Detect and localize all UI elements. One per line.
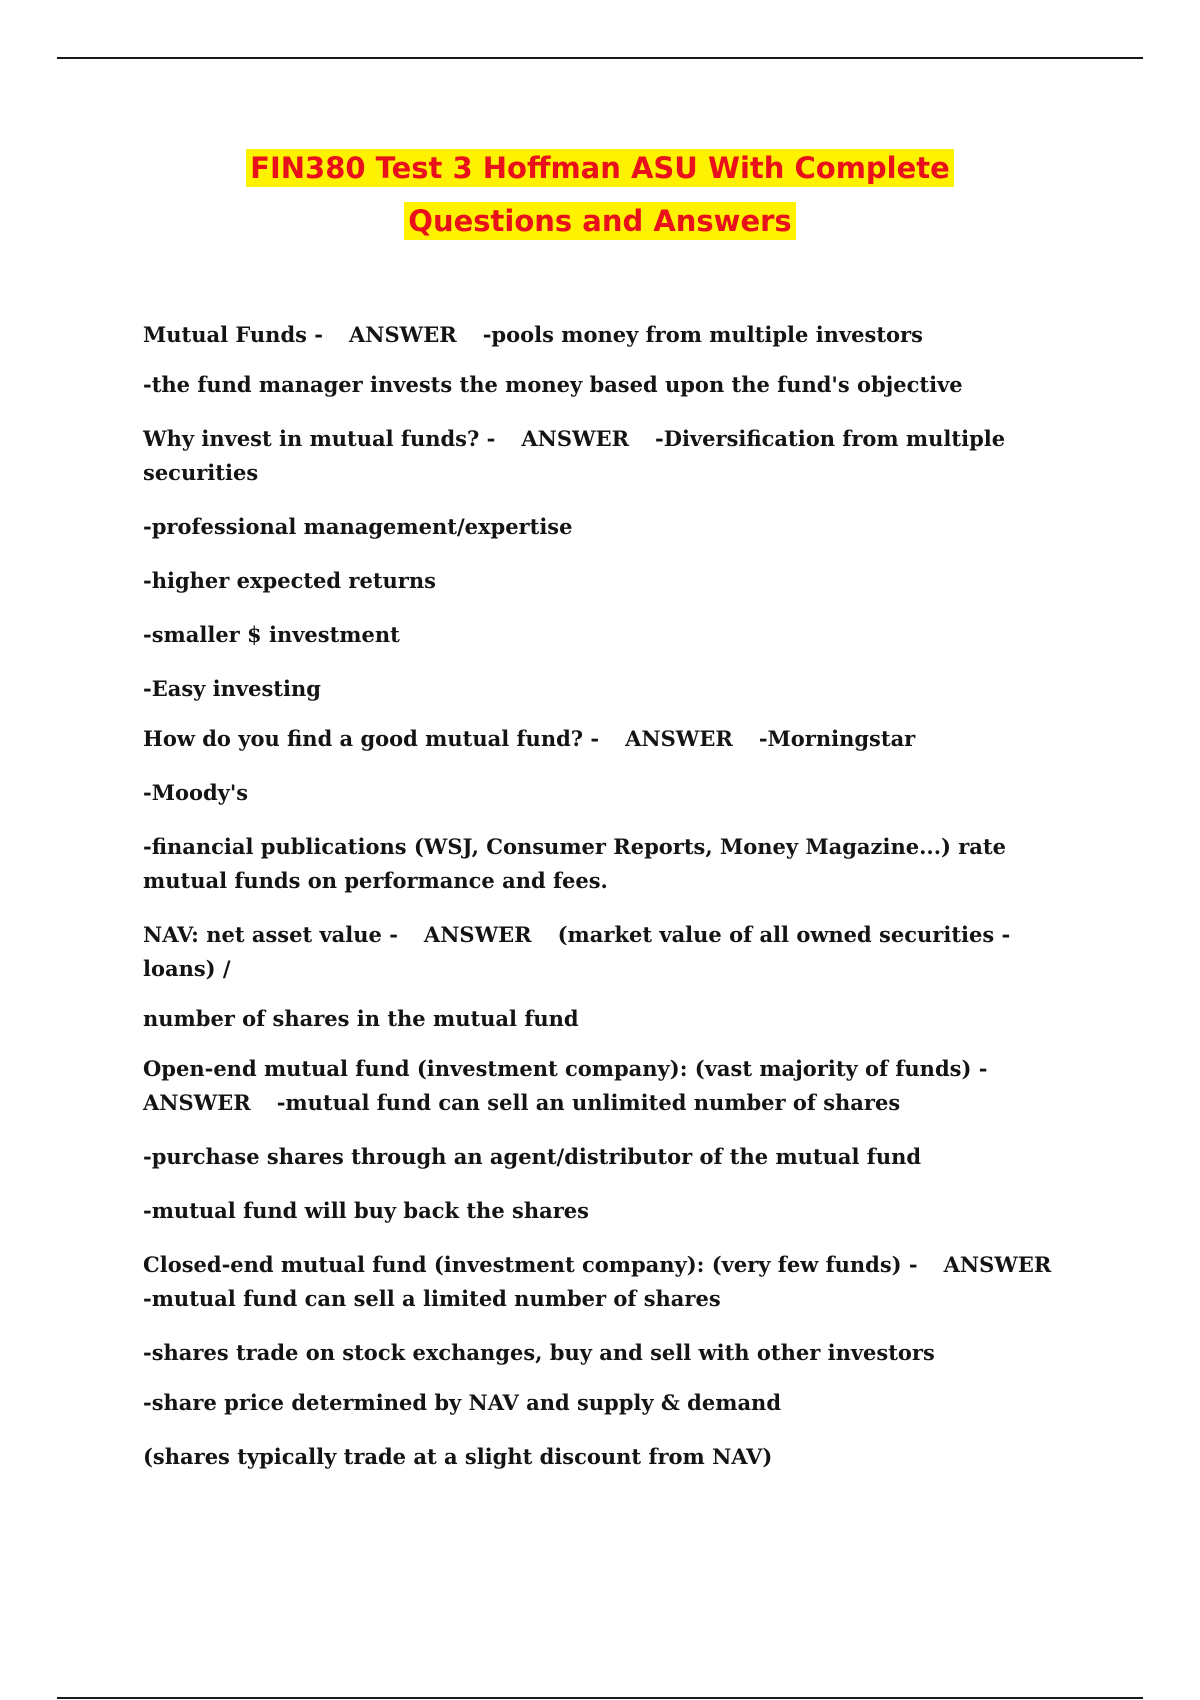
- answer-label: ANSWER: [143, 1090, 251, 1115]
- answer-line: -smaller $ investment: [143, 622, 400, 647]
- answer-line: -Moody's: [143, 780, 249, 805]
- answer-line: -shares trade on stock exchanges, buy and sell with other investors: [143, 1340, 935, 1365]
- qa-item-mutual-funds: [143, 318, 1083, 352]
- header-rule: [57, 57, 1143, 59]
- title-line-1: FIN380 Test 3 Hoffman ASU With Complete: [246, 149, 954, 187]
- answer-line: -financial publications (WSJ, Consumer Reports, Money Magazine...) rate mutual funds on performance and fees.: [143, 834, 1006, 893]
- answer: (market value of all owned securities - loans) /: [143, 922, 1011, 981]
- answer-label: ANSWER: [349, 322, 457, 347]
- answer: -mutual fund can sell an unlimited number of shares: [276, 1090, 901, 1115]
- qa-item-why-invest: [143, 422, 1083, 490]
- answer: -pools money from multiple investors: [482, 322, 923, 347]
- question: How do you find a good mutual fund? -: [143, 726, 600, 751]
- question: Why invest in mutual funds? -: [143, 426, 496, 451]
- answer-line: -share price determined by NAV and supply & demand: [143, 1390, 781, 1415]
- answer-label: ANSWER: [521, 426, 630, 451]
- qa-item-nav: [143, 918, 1083, 986]
- qa-item-closed-end: [143, 1248, 1083, 1316]
- answer-line: -mutual fund will buy back the shares: [143, 1198, 589, 1223]
- answer-label: ANSWER: [423, 922, 532, 947]
- answer: -Diversification from multiple securities: [143, 426, 1006, 485]
- qa-content: [143, 318, 1083, 1494]
- answer: -mutual fund can sell a limited number of shares: [143, 1286, 721, 1311]
- answer-line: -the fund manager invests the money based upon the fund's objective: [143, 372, 963, 397]
- answer-line: -professional management/expertise: [143, 514, 573, 539]
- page-title: [0, 142, 1200, 248]
- question: Open-end mutual fund (investment company): (vast majority of funds) -: [143, 1056, 988, 1081]
- answer-line: -Easy investing: [143, 676, 321, 701]
- question: Mutual Funds -: [143, 322, 323, 347]
- answer-label: ANSWER: [943, 1252, 1052, 1277]
- answer-line: number of shares in the mutual fund: [143, 1006, 579, 1031]
- answer-line: -purchase shares through an agent/distributor of the mutual fund: [143, 1144, 922, 1169]
- qa-item-open-end: [143, 1052, 1083, 1120]
- title-line-2: Questions and Answers: [404, 202, 795, 240]
- answer-label: ANSWER: [625, 726, 733, 751]
- answer: -Morningstar: [758, 726, 916, 751]
- answer-line: -higher expected returns: [143, 568, 436, 593]
- answer-line: (shares typically trade at a slight discount from NAV): [143, 1444, 773, 1469]
- question: Closed-end mutual fund (investment company): (very few funds) -: [143, 1252, 918, 1277]
- question: NAV: net asset value -: [143, 922, 398, 947]
- footer-rule: [57, 1697, 1143, 1699]
- qa-item-find-fund: [143, 722, 1083, 756]
